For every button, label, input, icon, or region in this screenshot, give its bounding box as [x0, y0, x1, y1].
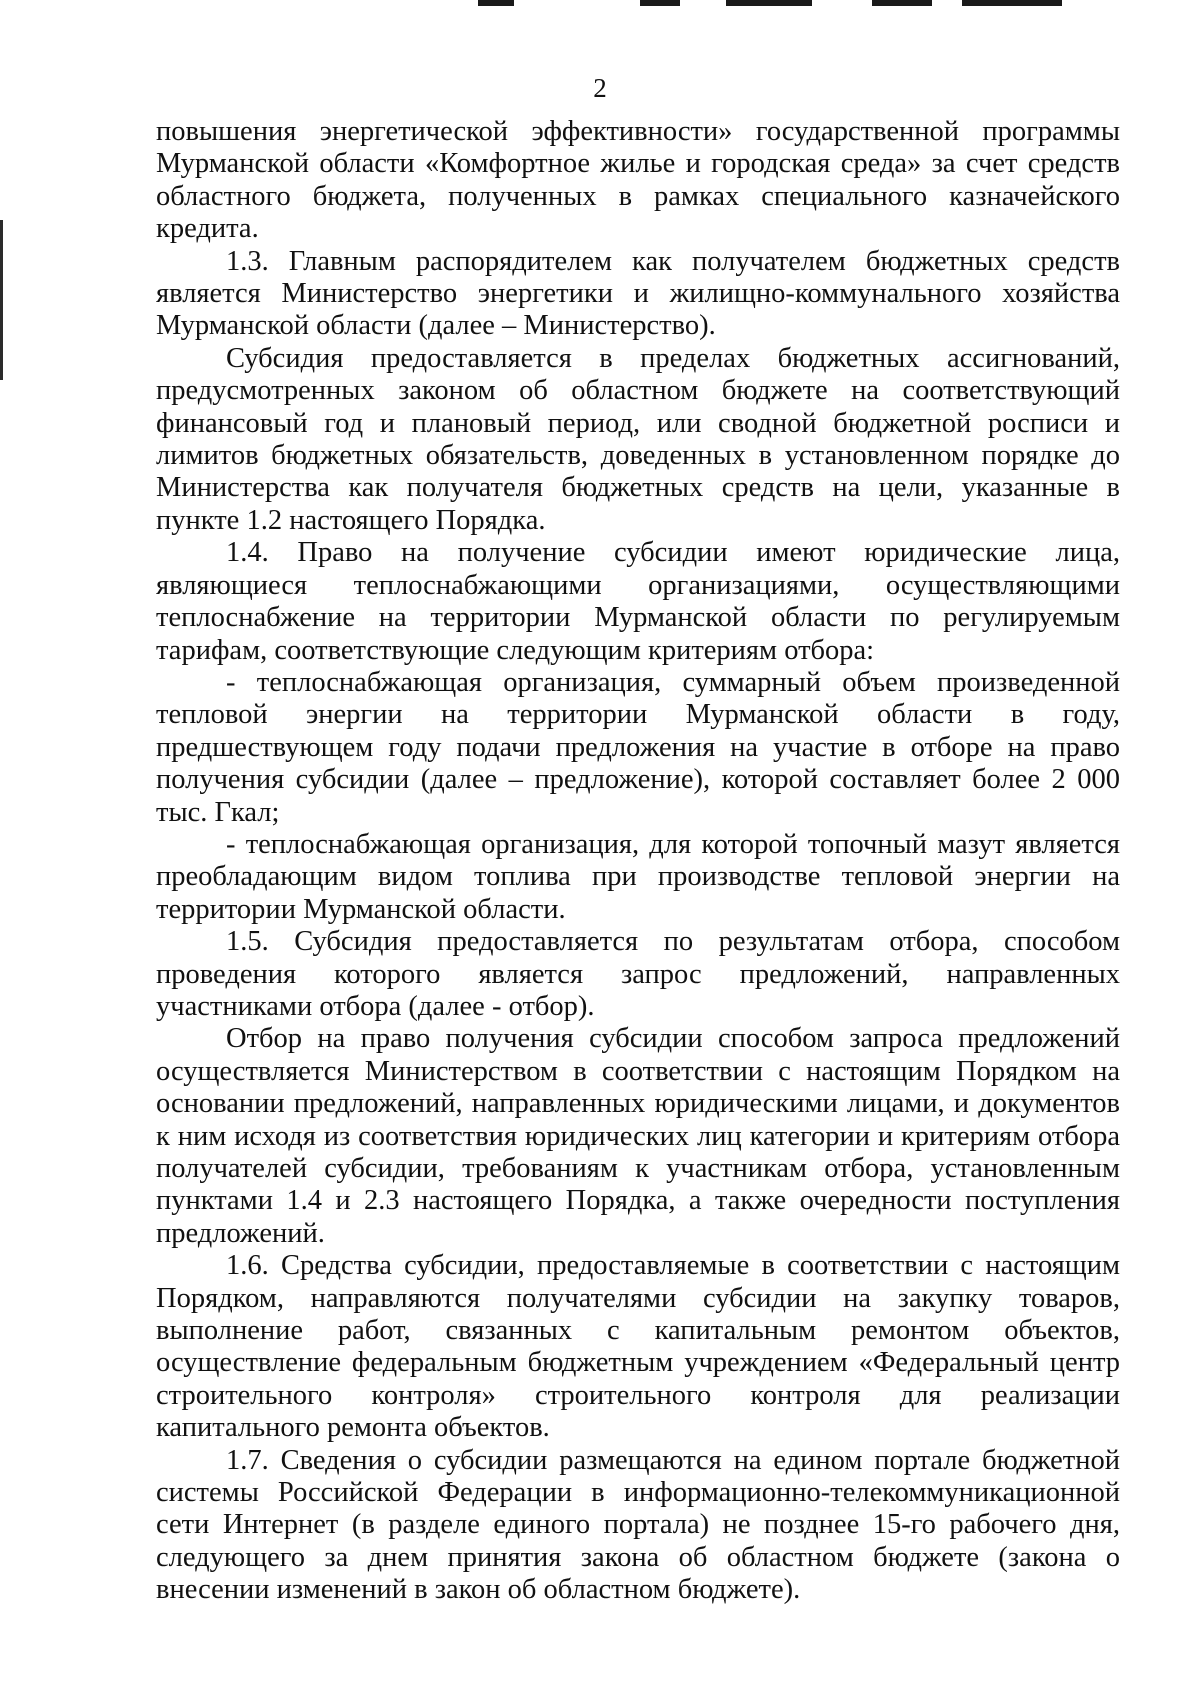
- scan-edge-left-mark: [0, 220, 3, 380]
- scan-edge-mark-5: [962, 0, 1062, 6]
- paragraph-1-3: 1.3. Главным распорядителем как получателем бюджетных средств является Министерство энергетики и жилищно-коммунального хозяйства Мурманской области (далее – Министерство).: [156, 245, 1120, 342]
- paragraph-1-7: 1.7. Сведения о субсидии размещаются на едином портале бюджетной системы Российской Федерации в информационно-телекоммуникационной сети Интернет (в разделе единого портала) не позднее 15-го рабочего дня, следующего за днем принятия закона об областном бюджете (закона о внесении изменений в закон об областном бюджете).: [156, 1444, 1120, 1606]
- criterion-item-2: - теплоснабжающая организация, для которой топочный мазут является преобладающим видом топлива при производстве тепловой энергии на территории Мурманской области.: [156, 828, 1120, 925]
- scan-edge-mark-3: [726, 0, 812, 6]
- criterion-item-1: - теплоснабжающая организация, суммарный объем произведенной тепловой энергии на территории Мурманской области в году, предшествующем году подачи предложения на участие в отборе на право получения субсидии (далее – предложение), которой составляет более 2 000 тыс. Гкал;: [156, 666, 1120, 828]
- scan-edge-mark-2: [640, 0, 680, 6]
- paragraph-continuation: повышения энергетической эффективности» государственной программы Мурманской области «Комфортное жилье и городская среда» за счет средств областного бюджета, полученных в рамках специального казначейского кредита.: [156, 116, 1120, 245]
- paragraph-1-6: 1.6. Средства субсидии, предоставляемые в соответствии с настоящим Порядком, направляются получателями субсидии на закупку товаров, выполнение работ, связанных с капитальным ремонтом объектов, осуществление федеральным бюджетным учреждением «Федеральный центр строительного контроля» строительного контроля для реализации капитального ремонта объектов.: [156, 1250, 1120, 1444]
- document-body: [156, 116, 1120, 1607]
- paragraph-selection-procedure: Отбор на право получения субсидии способом запроса предложений осуществляется Министерством в соответствии с настоящим Порядком на основании предложений, направленных юридическими лицами, и документов к ним исходя из соответствия юридических лиц категории и критериям отбора получателей субсидии, требованиям к участникам отбора, установленным пунктами 1.4 и 2.3 настоящего Порядка, а также очередности поступления предложений.: [156, 1023, 1120, 1249]
- scan-edge-mark-4: [872, 0, 932, 6]
- paragraph-1-5: 1.5. Субсидия предоставляется по результатам отбора, способом проведения которого является запрос предложений, направленных участниками отбора (далее - отбор).: [156, 926, 1120, 1022]
- page-number: 2: [593, 73, 607, 103]
- paragraph-1-4: 1.4. Право на получение субсидии имеют юридические лица, являющиеся теплоснабжающими организациями, осуществляющими теплоснабжение на территории Мурманской области по регулируемым тарифам, соответствующие следующим критериям отбора:: [156, 537, 1120, 666]
- paragraph-subsidy-limits: Субсидия предоставляется в пределах бюджетных ассигнований, предусмотренных законом об областном бюджете на соответствующий финансовый год и плановый период, или сводной бюджетной росписи и лимитов бюджетных обязательств, доведенных в установленном порядке до Министерства как получателя бюджетных средств на цели, указанные в пункте 1.2 настоящего Порядка.: [156, 342, 1120, 536]
- scan-edge-mark-1: [478, 0, 514, 6]
